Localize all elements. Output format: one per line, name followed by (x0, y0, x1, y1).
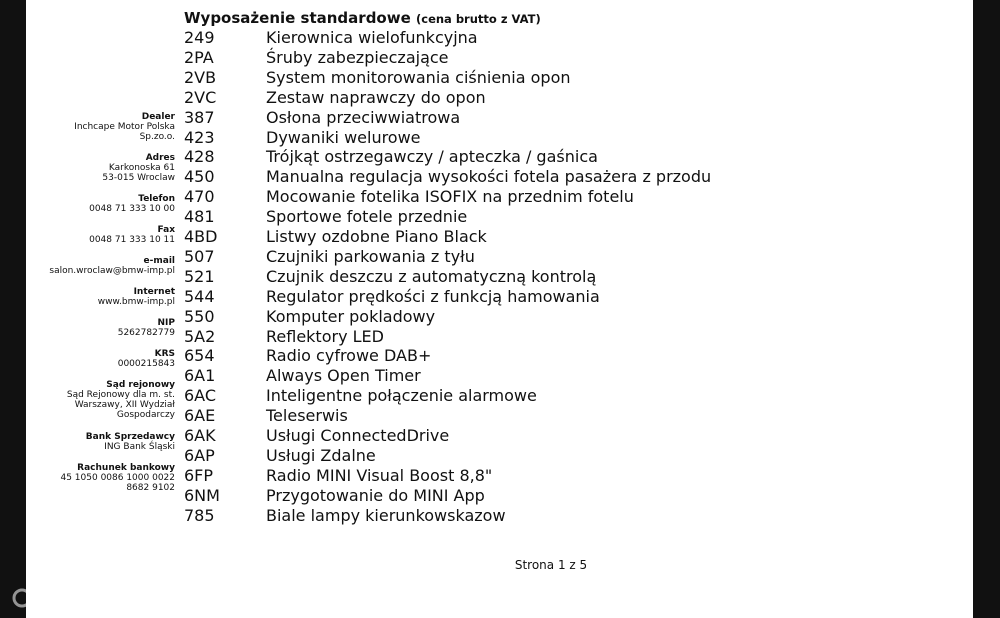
dealer-info-block (26, 225, 175, 245)
equipment-code: 2VB (184, 67, 217, 87)
equipment-code: 249 (184, 28, 215, 47)
dealer-info-value: www.bmw-imp.pl (97, 297, 175, 307)
equipment-code: 470 (184, 187, 215, 207)
equipment-item (184, 267, 596, 287)
equipment-name: Dywaniki welurowe (266, 127, 421, 147)
equipment-name: Usługi Zdalne (266, 445, 376, 465)
equipment-name: Manualna regulacja wysokości fotela pasażera z przodu (266, 167, 712, 187)
equipment-item (184, 167, 711, 187)
equipment-name: Przygotowanie do MINI App (266, 485, 485, 505)
equipment-item (184, 486, 485, 506)
equipment-code: 428 (184, 147, 215, 167)
dealer-info-block (26, 153, 175, 183)
dealer-info-block (26, 112, 175, 142)
dealer-info-label: Dealer (141, 112, 175, 122)
equipment-name: Sportowe fotele przednie (266, 207, 468, 227)
dealer-info-block (26, 380, 175, 420)
dealer-info-label: Fax (157, 225, 175, 235)
equipment-code: 6A1 (184, 366, 216, 386)
dealer-info-value: 5262782779 (117, 328, 175, 338)
equipment-code: 2VC (184, 87, 217, 107)
equipment-item (184, 247, 475, 267)
document-page (26, 0, 973, 618)
dealer-info-value: Gospodarczy (116, 410, 175, 420)
dealer-info-label: e-mail (143, 256, 175, 266)
dealer-info-value: salon.wroclaw@bmw-imp.pl (49, 266, 175, 276)
equipment-name: Teleserwis (266, 406, 348, 426)
equipment-item (184, 366, 421, 386)
equipment-code: 6AE (184, 406, 216, 426)
equipment-item (184, 227, 487, 247)
equipment-code: 785 (184, 505, 215, 525)
equipment-code: 423 (184, 127, 215, 147)
equipment-item (184, 187, 634, 207)
equipment-name: Trójkąt ostrzegawczy / apteczka / gaśnica (266, 147, 598, 167)
equipment-name: Inteligentne połączenie alarmowe (266, 386, 537, 406)
equipment-code: 4BD (184, 227, 218, 246)
equipment-item (184, 307, 435, 327)
page-number: Strona 1 z 5 (514, 558, 588, 572)
dealer-info-block (26, 194, 175, 214)
dealer-info-value: Inchcape Motor Polska (74, 122, 175, 132)
dealer-info-value: 8682 9102 (126, 483, 175, 493)
watermark (10, 585, 170, 611)
equipment-name: Mocowanie fotelika ISOFIX na przednim fotelu (266, 187, 634, 207)
dealer-info-value: Sąd Rejonowy dla m. st. (66, 390, 175, 400)
equipment-item (184, 386, 537, 406)
equipment-code: 450 (184, 167, 215, 187)
page-title (184, 8, 541, 29)
equipment-item (184, 506, 506, 526)
equipment-name: Listwy ozdobne Piano Black (266, 227, 487, 246)
dealer-info-label: Sąd rejonowy (106, 380, 175, 390)
equipment-name: Biale lampy kierunkowskazow (266, 505, 506, 525)
equipment-name: Reflektory LED (266, 326, 384, 346)
equipment-name: Komputer pokladowy (266, 306, 436, 326)
equipment-name: System monitorowania ciśnienia opon (266, 67, 571, 87)
dealer-info-label: Rachunek bankowy (77, 463, 175, 473)
dealer-info-value: 0000215843 (117, 359, 175, 369)
equipment-code: 6AP (184, 445, 215, 465)
equipment-item (184, 406, 348, 426)
equipment-code: 550 (184, 306, 215, 326)
equipment-item (184, 147, 598, 167)
equipment-name: Czujniki parkowania z tyłu (266, 246, 475, 266)
dealer-info-label: Internet (133, 287, 175, 297)
dealer-info-label: NIP (157, 318, 175, 328)
title-price-note: (cena brutto z VAT) (416, 12, 541, 26)
title-text: Wyposażenie standardowe (184, 9, 411, 27)
dealer-info-label: Bank Sprzedawcy (85, 432, 175, 442)
dealer-info-block (26, 463, 175, 493)
dealer-info-value: 45 1050 0086 1000 0022 (60, 473, 175, 483)
equipment-code: 387 (184, 107, 215, 127)
dealer-info-block (26, 318, 175, 338)
equipment-code: 2PA (184, 47, 214, 67)
dealer-info-block (26, 287, 175, 307)
equipment-code: 521 (184, 266, 215, 286)
dealer-info-value: 0048 71 333 10 11 (89, 235, 175, 245)
dealer-info-value: ING Bank Śląski (104, 442, 175, 452)
equipment-item (184, 207, 467, 227)
equipment-code: 507 (184, 246, 215, 266)
equipment-name: Usługi ConnectedDrive (266, 426, 450, 445)
dealer-info-block (26, 256, 175, 276)
dealer-info-value: 53-015 Wroclaw (102, 173, 175, 183)
dealer-info-block (26, 432, 175, 452)
equipment-item (184, 88, 486, 108)
equipment-item (184, 287, 600, 307)
equipment-item (184, 68, 571, 88)
equipment-name: Czujnik deszczu z automatyczną kontrolą (266, 266, 597, 286)
equipment-code: 6FP (184, 465, 214, 485)
equipment-item (184, 346, 431, 366)
dealer-info-value: Karkonoska 61 (108, 163, 175, 173)
equipment-name: Osłona przeciwwiatrowa (266, 107, 461, 127)
equipment-name: Regulator prędkości z funkcją hamowania (266, 286, 600, 306)
equipment-item (184, 446, 376, 466)
equipment-code: 6AC (184, 386, 217, 406)
dealer-info-value: 0048 71 333 10 00 (89, 204, 175, 214)
equipment-name: Kierownica wielofunkcyjna (266, 28, 478, 47)
watermark-logo-icon (10, 585, 170, 611)
dealer-info-label: Adres (145, 153, 175, 163)
equipment-item (184, 426, 449, 446)
equipment-code: 481 (184, 207, 215, 227)
equipment-item (184, 128, 421, 148)
dealer-info-label: Telefon (138, 194, 175, 204)
dealer-info-value: Warszawy, XII Wydział (74, 400, 175, 410)
equipment-item (184, 466, 492, 486)
equipment-code: 654 (184, 346, 215, 366)
equipment-name: Śruby zabezpieczające (266, 47, 449, 67)
equipment-item (184, 327, 384, 347)
equipment-code: 6AK (184, 426, 216, 445)
equipment-item (184, 108, 460, 128)
dealer-info-value: Sp.zo.o. (139, 132, 175, 142)
dealer-info-block (26, 349, 175, 369)
equipment-item (184, 48, 449, 68)
equipment-item (184, 28, 478, 48)
equipment-code: 544 (184, 286, 215, 306)
equipment-name: Zestaw naprawczy do opon (266, 87, 486, 107)
equipment-name: Radio cyfrowe DAB+ (266, 346, 432, 366)
equipment-name: Always Open Timer (266, 366, 421, 386)
equipment-code: 5A2 (184, 326, 216, 346)
equipment-code: 6NM (184, 485, 220, 505)
equipment-name: Radio MINI Visual Boost 8,8" (266, 465, 493, 485)
dealer-info-label: KRS (154, 349, 175, 359)
